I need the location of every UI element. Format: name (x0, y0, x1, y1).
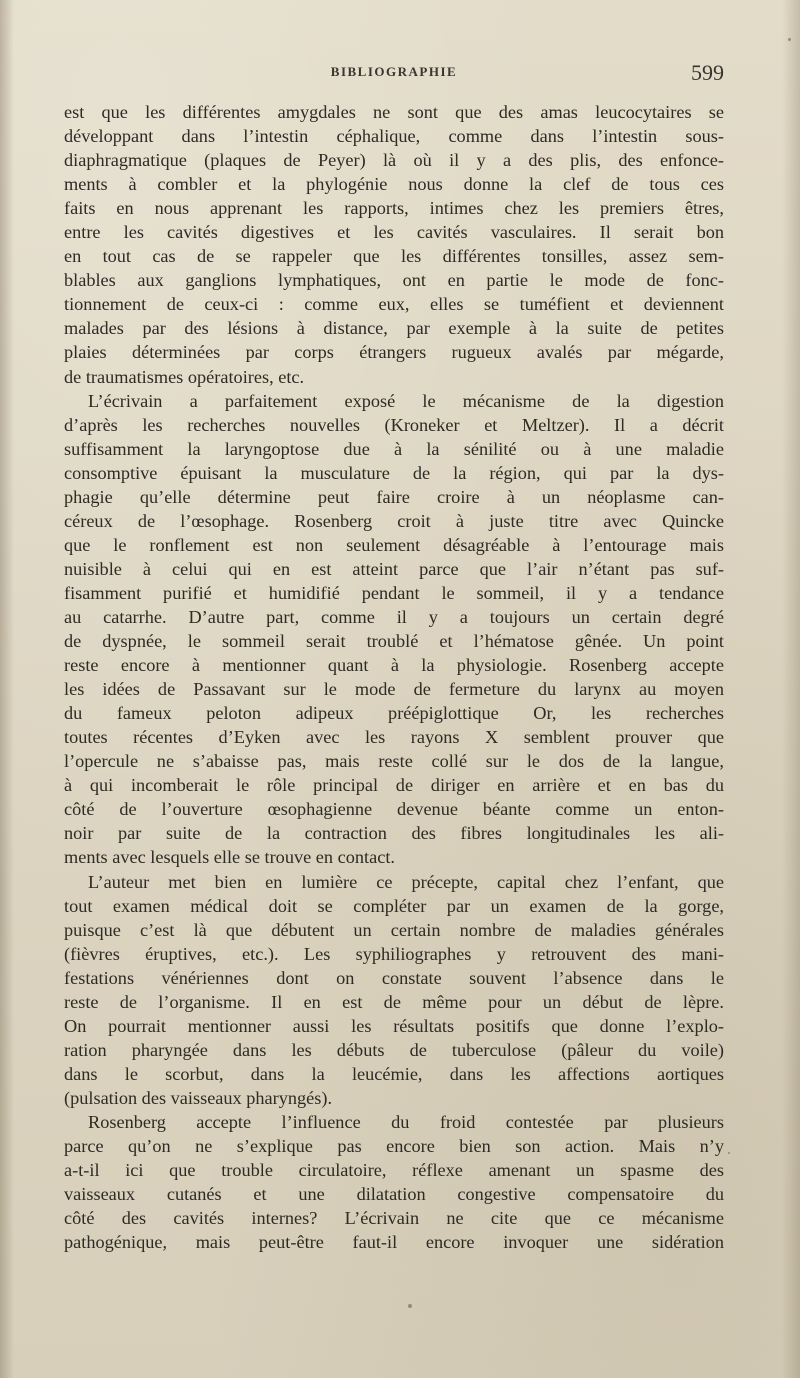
text-line: de dyspnée, le sommeil serait troublé et l’hématose gênée. Un point (64, 631, 724, 652)
text-line: à qui incomberait le rôle principal de diriger en arrière et en bas du (64, 775, 724, 796)
text-line: L’écrivain a parfaitement exposé le mécanisme de la digestion (88, 390, 724, 411)
text-line: puisque c’est là que débutent un certain nombre de maladies générales (64, 919, 724, 940)
page-header (64, 62, 724, 86)
body-text (64, 100, 724, 1254)
text-line: a-t-il ici que trouble circulatoire, réflexe amenant un spasme des (64, 1160, 724, 1181)
text-line: céreux de l’œsophage. Rosenberg croit à juste titre avec Quincke (64, 510, 724, 531)
text-line: On pourrait mentionner aussi les résultats positifs que donne l’explo- (64, 1015, 724, 1036)
text-line: pathogénique, mais peut-être faut-il encore invoquer une sidération (64, 1232, 724, 1253)
page-number: 599 (691, 60, 724, 85)
paper-speck (408, 1304, 412, 1308)
text-line: côté des cavités internes? L’écrivain ne cite que ce mécanisme (64, 1208, 724, 1229)
text-line: toutes récentes d’Eyken avec les rayons X semblent prouver que (64, 727, 724, 748)
text-line: dans le scorbut, dans la leucémie, dans les affections aortiques (64, 1063, 724, 1084)
text-line: faits en nous apprenant les rapports, intimes chez les premiers êtres, (64, 198, 724, 219)
text-line: ments avec lesquels elle se trouve en contact. (64, 847, 395, 868)
text-line: festations vénériennes dont on constate souvent l’absence dans le (64, 967, 724, 988)
text-line: blables aux ganglions lymphatiques, ont en partie le mode de fonc- (64, 270, 724, 291)
text-line: malades par des lésions à distance, par exemple à la suite de petites (64, 318, 724, 339)
paper-speck (728, 1152, 730, 1154)
text-line: en tout cas de se rappeler que les différentes tonsilles, assez sem- (64, 246, 724, 267)
text-line: l’opercule ne s’abaisse pas, mais reste collé sur le dos de la langue, (64, 751, 724, 772)
text-line: fisamment purifié et humidifié pendant le sommeil, il y a tendance (64, 582, 724, 603)
text-line: consomptive épuisant la musculature de la région, qui par la dys- (64, 462, 724, 483)
text-line: entre les cavités digestives et les cavités vasculaires. Il serait bon (64, 222, 724, 243)
page-right-shadow (782, 0, 800, 1378)
text-line: tout examen médical doit se compléter par un examen de la gorge, (64, 895, 724, 916)
text-line: tionnement de ceux-ci : comme eux, elles se tuméfient et deviennent (64, 294, 724, 315)
text-line: L’auteur met bien en lumière ce précepte, capital chez l’enfant, que (88, 871, 724, 892)
text-line: reste de l’organisme. Il en est de même pour un début de lèpre. (64, 991, 724, 1012)
page-left-shadow (0, 0, 14, 1378)
text-line: de traumatismes opératoires, etc. (64, 366, 305, 387)
text-line: Rosenberg accepte l’influence du froid contestée par plusieurs (88, 1111, 724, 1132)
text-line: du fameux peloton adipeux préépiglottique Or, les recherches (64, 703, 724, 724)
text-line: noir par suite de la contraction des fibres longitudinales les ali- (64, 823, 724, 844)
text-line: que le ronflement est non seulement désagréable à l’entourage mais (64, 534, 724, 555)
text-line: les idées de Passavant sur le mode de fermeture du larynx au moyen (64, 679, 724, 700)
text-line: phagie qu’elle détermine peut faire croire à un néoplasme can- (64, 486, 724, 507)
text-line: nuisible à celui qui en est atteint parce que l’air n’étant pas suf- (64, 558, 724, 579)
text-line: (pulsation des vaisseaux pharyngés). (64, 1087, 333, 1108)
text-line: d’après les recherches nouvelles (Kroneker et Meltzer). Il a décrit (64, 414, 724, 435)
text-line: plaies déterminées par corps étrangers rugueux avalés par mégarde, (64, 342, 724, 363)
text-line: côté de l’ouverture œsophagienne devenue béante comme un enton- (64, 799, 724, 820)
text-line: parce qu’on ne s’explique pas encore bien son action. Mais n’y (64, 1136, 724, 1157)
text-line: ments à combler et la phylogénie nous donne la clef de tous ces (64, 174, 724, 195)
running-title: BIBLIOGRAPHIE (330, 64, 458, 79)
text-line: vaisseaux cutanés et une dilatation congestive compensatoire du (64, 1184, 724, 1205)
text-line: au catarrhe. D’autre part, comme il y a toujours un certain degré (64, 606, 724, 627)
text-line: reste encore à mentionner quant à la physiologie. Rosenberg accepte (64, 655, 724, 676)
text-line: ration pharyngée dans les débuts de tuberculose (pâleur du voile) (64, 1039, 724, 1060)
text-line: est que les différentes amygdales ne sont que des amas leucocytaires se (64, 102, 724, 122)
text-line: diaphragmatique (plaques de Peyer) là où il y a des plis, des enfonce- (64, 150, 724, 171)
text-line: développant dans l’intestin céphalique, comme dans l’intestin sous- (64, 126, 724, 147)
text-line: (fièvres éruptives, etc.). Les syphiliographes y retrouvent des mani- (64, 943, 724, 964)
paper-speck (788, 38, 791, 41)
text-line: suffisamment la laryngoptose due à la sénilité ou à une maladie (64, 438, 724, 459)
